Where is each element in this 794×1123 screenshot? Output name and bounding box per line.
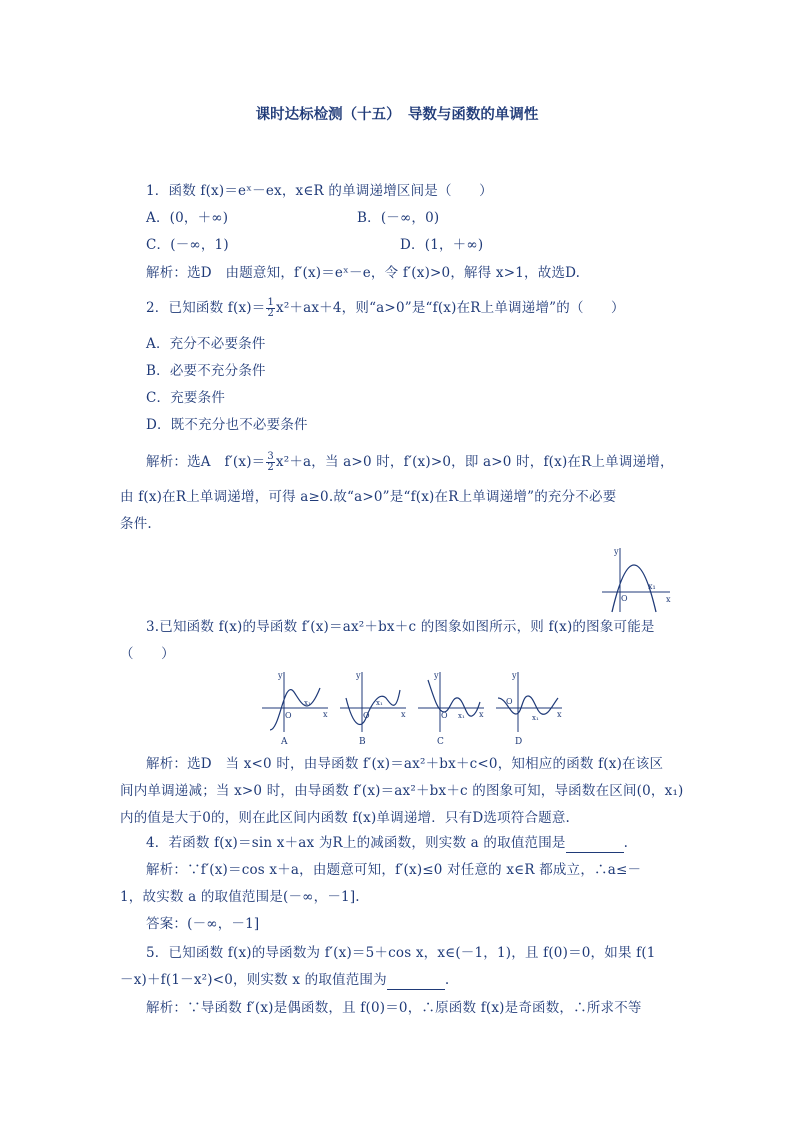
q2-sol-post: x²＋a，当 a>0 时，f′(x)>0，即 a>0 时，f(x)在R上单调递增， [275,454,674,470]
q1-option-a: A．(0，＋∞) [146,210,229,226]
q4-stem-text: 4．若函数 f(x)＝sin x＋ax 为R上的减函数，则实数 a 的取值范围是 [146,835,566,851]
q3-option-graph-b [336,668,410,748]
q3-option-graph-d [492,668,566,748]
q5-answer-blank [387,975,445,990]
graph-c-y: y [434,671,439,680]
q4-solution-line2: 1，故实数 a 的取值范围是(－∞，－1]. [120,889,360,905]
q2-sol-pre: 解析：选A f′(x)＝ [146,454,266,470]
graph-a-y: y [278,671,283,680]
q5-stem-end: . [444,972,450,988]
graph-c-x1: x₁ [458,712,465,720]
graph-b-origin: O [363,711,370,720]
q2-option-d: D．既不充分也不必要条件 [146,417,308,433]
q3-option-graph-a [258,668,332,748]
q2-option-b: B．必要不充分条件 [146,363,266,379]
q2-frac-num: 1 [267,297,274,308]
graph-b-y: y [356,671,361,680]
q4-answer: 答案：(－∞，－1] [146,916,260,932]
q3-stem: 3.已知函数 f(x)的导函数 f′(x)＝ax²＋bx＋c 的图象如图所示，则 f(x)的图象可能是 [146,619,655,635]
q3-solution-line1: 解析：选D 当 x<0 时，由导函数 f′(x)＝ax²＋bx＋c<0，知相应的函数 f(x)在该区 [146,756,664,772]
q3-solution-line2: 间内单调递减；当 x>0 时，由导函数 f′(x)＝ax²＋bx＋c 的图象可知，导函数在区间(0，x₁) [120,783,684,799]
graph-c-x: x [479,710,484,719]
q2-sol-frac-den: 2 [267,462,274,473]
q4-stem [146,833,628,853]
q3-derivative-graph [598,544,676,616]
graph-d-x: x [557,710,562,719]
q5-stem-line1: 5．已知函数 f(x)的导函数为 f′(x)＝5＋cos x，x∈(－1，1)，且 f(0)＝0，如果 f(1 [146,945,656,961]
q2-fraction [266,298,275,319]
graph-b-x: x [401,710,406,719]
q3-stem-bracket: （ ） [120,646,175,662]
page-title: 课时达标检测（十五） 导数与函数的单调性 [255,106,539,123]
q3-graph-origin: O [621,594,628,603]
graph-a-x: x [323,710,328,719]
q2-option-c: C．充要条件 [146,390,226,406]
graph-c-origin: O [441,711,448,720]
q3-option-graph-c [414,668,488,748]
graph-a-label: A [281,737,288,747]
graph-b-x1: x₁ [376,699,383,707]
q2-frac-den: 2 [267,308,274,319]
graph-d-origin: O [506,697,513,706]
q1-solution: 解析：选D 由题意知，f′(x)＝eˣ－e，令 f′(x)>0，解得 x>1，故选D. [146,265,581,281]
q3-graph-x1: x₁ [648,582,656,591]
q2-stem [146,298,625,319]
q2-option-a: A．充分不必要条件 [146,336,266,352]
q1-stem: 1．函数 f(x)＝eˣ－ex，x∈R 的单调递增区间是（ ） [146,183,493,199]
q2-sol-frac-num: 3 [267,451,274,462]
graph-d-x1: x₁ [532,714,539,722]
q1-option-b: B．(－∞，0) [357,210,440,226]
graph-a-x1: x₁ [304,699,311,707]
q5-stem-line2 [120,970,449,990]
q2-sol-fraction [266,452,275,473]
q2-stem-pre: 2．已知函数 f(x)＝ [146,300,266,316]
graph-a-origin: O [285,711,292,720]
graph-d-y: y [512,671,517,680]
graph-d-label: D [515,737,523,747]
graph-c-label: C [437,737,444,747]
q2-solution-line3: 条件. [120,516,152,532]
q3-graph-x-label: x [666,595,671,604]
q1-option-d: D．(1，＋∞) [400,237,484,253]
q2-stem-post: x²＋ax＋4，则“a>0”是“f(x)在R上单调递增”的（ ） [276,300,625,316]
q2-solution-line2: 由 f(x)在R上单调递增，可得 a≥0.故“a>0”是“f(x)在R上单调递增”的充分不必要 [120,489,617,505]
q3-solution-line3: 内的值是大于0的，则在此区间内函数 f(x)单调递增．只有D选项符合题意. [120,810,571,826]
q4-answer-blank [566,838,624,853]
q4-stem-end: . [623,835,629,851]
q1-option-c: C．(－∞，1) [146,237,229,253]
graph-b-label: B [359,737,366,747]
q5-solution-line1: 解析：∵导函数 f′(x)是偶函数，且 f(0)＝0，∴原函数 f(x)是奇函数，∴所求不等 [146,1000,642,1016]
q2-solution-line1 [146,452,674,473]
q5-stem-text: －x)＋f(1－x²)<0，则实数 x 的取值范围为 [120,972,387,988]
q3-graph-y-label: y [614,547,619,556]
q4-solution-line1: 解析：∵f′(x)＝cos x＋a，由题意可知，f′(x)≤0 对任意的 x∈R 都成立，∴a≤－ [146,862,642,878]
